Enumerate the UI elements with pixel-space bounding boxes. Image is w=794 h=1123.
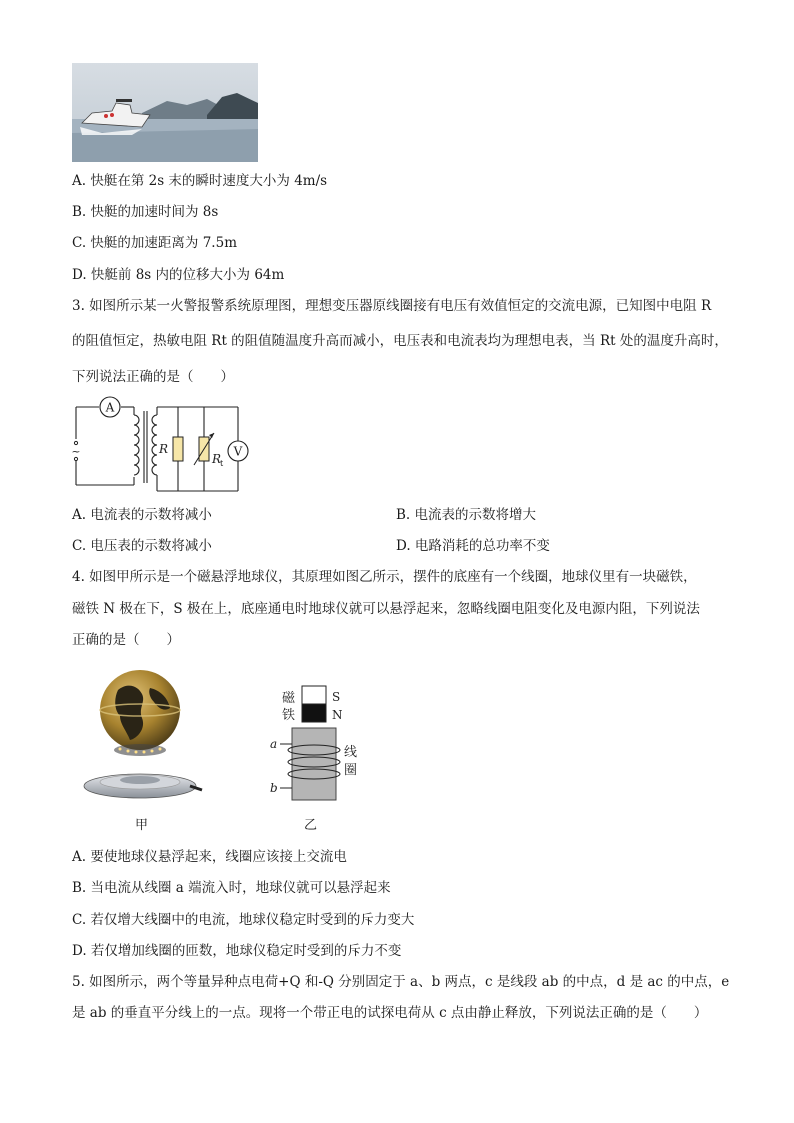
q2-option-c: C. 快艇的加速距离为 7.5m (72, 235, 237, 251)
resistor-label: R (158, 442, 168, 456)
q4-stem-line-3: 正确的是（ ） (72, 632, 180, 648)
q3-option-d: D. 电路消耗的总功率不变 (396, 538, 550, 554)
coil-label-1: 线 (344, 745, 358, 760)
magnet-label-2: 铁 (282, 708, 296, 723)
q4-stem-line-1: 4. 如图甲所示是一个磁悬浮地球仪，其原理如图乙所示，摆件的底座有一个线圈，地球仪里有一块磁铁， (72, 569, 697, 585)
q3-stem-line-3: 下列说法正确的是（ ） (72, 369, 234, 385)
q4-option-b: B. 当电流从线圈 a 端流入时，地球仪就可以悬浮起来 (72, 880, 391, 896)
ac-source-symbol: ~ (71, 445, 81, 458)
thermistor-label: R (212, 452, 222, 466)
fire-alarm-circuit-diagram (66, 395, 262, 499)
q3-option-b: B. 电流表的示数将增大 (396, 507, 537, 523)
speedboat-photo (72, 63, 258, 162)
q5-stem-line-2: 是 ab 的垂直平分线上的一点。现将一个带正电的试探电荷从 c 点由静止释放，下列说法正确的是（ ） (72, 1005, 708, 1021)
q5-stem-line-1: 5. 如图所示，两个等量异种点电荷+Q 和-Q 分别固定于 a、b 两点，c 是线段 ab 的中点，d 是 ac 的中点，e (72, 974, 730, 990)
q3-stem-line-2: 的阻值恒定，热敏电阻 Rt 的阻值随温度升高而减小，电压表和电流表均为理想电表，当 Rt 处的温度升高时， (72, 333, 728, 349)
levitating-globe-photo (80, 668, 204, 802)
q4-option-a: A. 要使地球仪悬浮起来，线圈应该接上交流电 (72, 849, 347, 865)
q3-stem-line-1: 3. 如图所示某一火警报警系统原理图，理想变压器原线圈接有电压有效值恒定的交流电源，已知图中电阻 R (72, 298, 712, 314)
magnet-coil-diagram (262, 684, 362, 802)
north-pole-label: N (332, 708, 343, 722)
south-pole-label: S (332, 690, 341, 704)
voltmeter-label: V (233, 444, 243, 459)
q4-stem-line-2: 磁铁 N 极在下，S 极在上，底座通电时地球仪就可以悬浮起来，忽略线圈电阻变化及电源内阻，下列说法 (72, 601, 700, 617)
figure-yi-caption: 乙 (304, 818, 318, 833)
coil-label-2: 圈 (344, 763, 358, 778)
q2-option-b: B. 快艇的加速时间为 8s (72, 204, 219, 220)
q3-option-c: C. 电压表的示数将减小 (72, 538, 212, 554)
ammeter-label: A (105, 400, 115, 415)
coil-end-a-label: a (270, 737, 278, 751)
coil-end-b-label: b (270, 781, 278, 795)
q2-option-a: A. 快艇在第 2s 末的瞬时速度大小为 4m/s (72, 173, 328, 189)
q2-option-d: D. 快艇前 8s 内的位移大小为 64m (72, 267, 285, 283)
thermistor-subscript: t (220, 459, 224, 468)
figure-jia-caption: 甲 (135, 818, 149, 833)
q4-option-c: C. 若仅增大线圈中的电流，地球仪稳定时受到的斥力变大 (72, 912, 415, 928)
q4-option-d: D. 若仅增加线圈的匝数，地球仪稳定时受到的斥力不变 (72, 943, 402, 959)
magnet-label-1: 磁 (282, 691, 296, 706)
q3-option-a: A. 电流表的示数将减小 (72, 507, 212, 523)
